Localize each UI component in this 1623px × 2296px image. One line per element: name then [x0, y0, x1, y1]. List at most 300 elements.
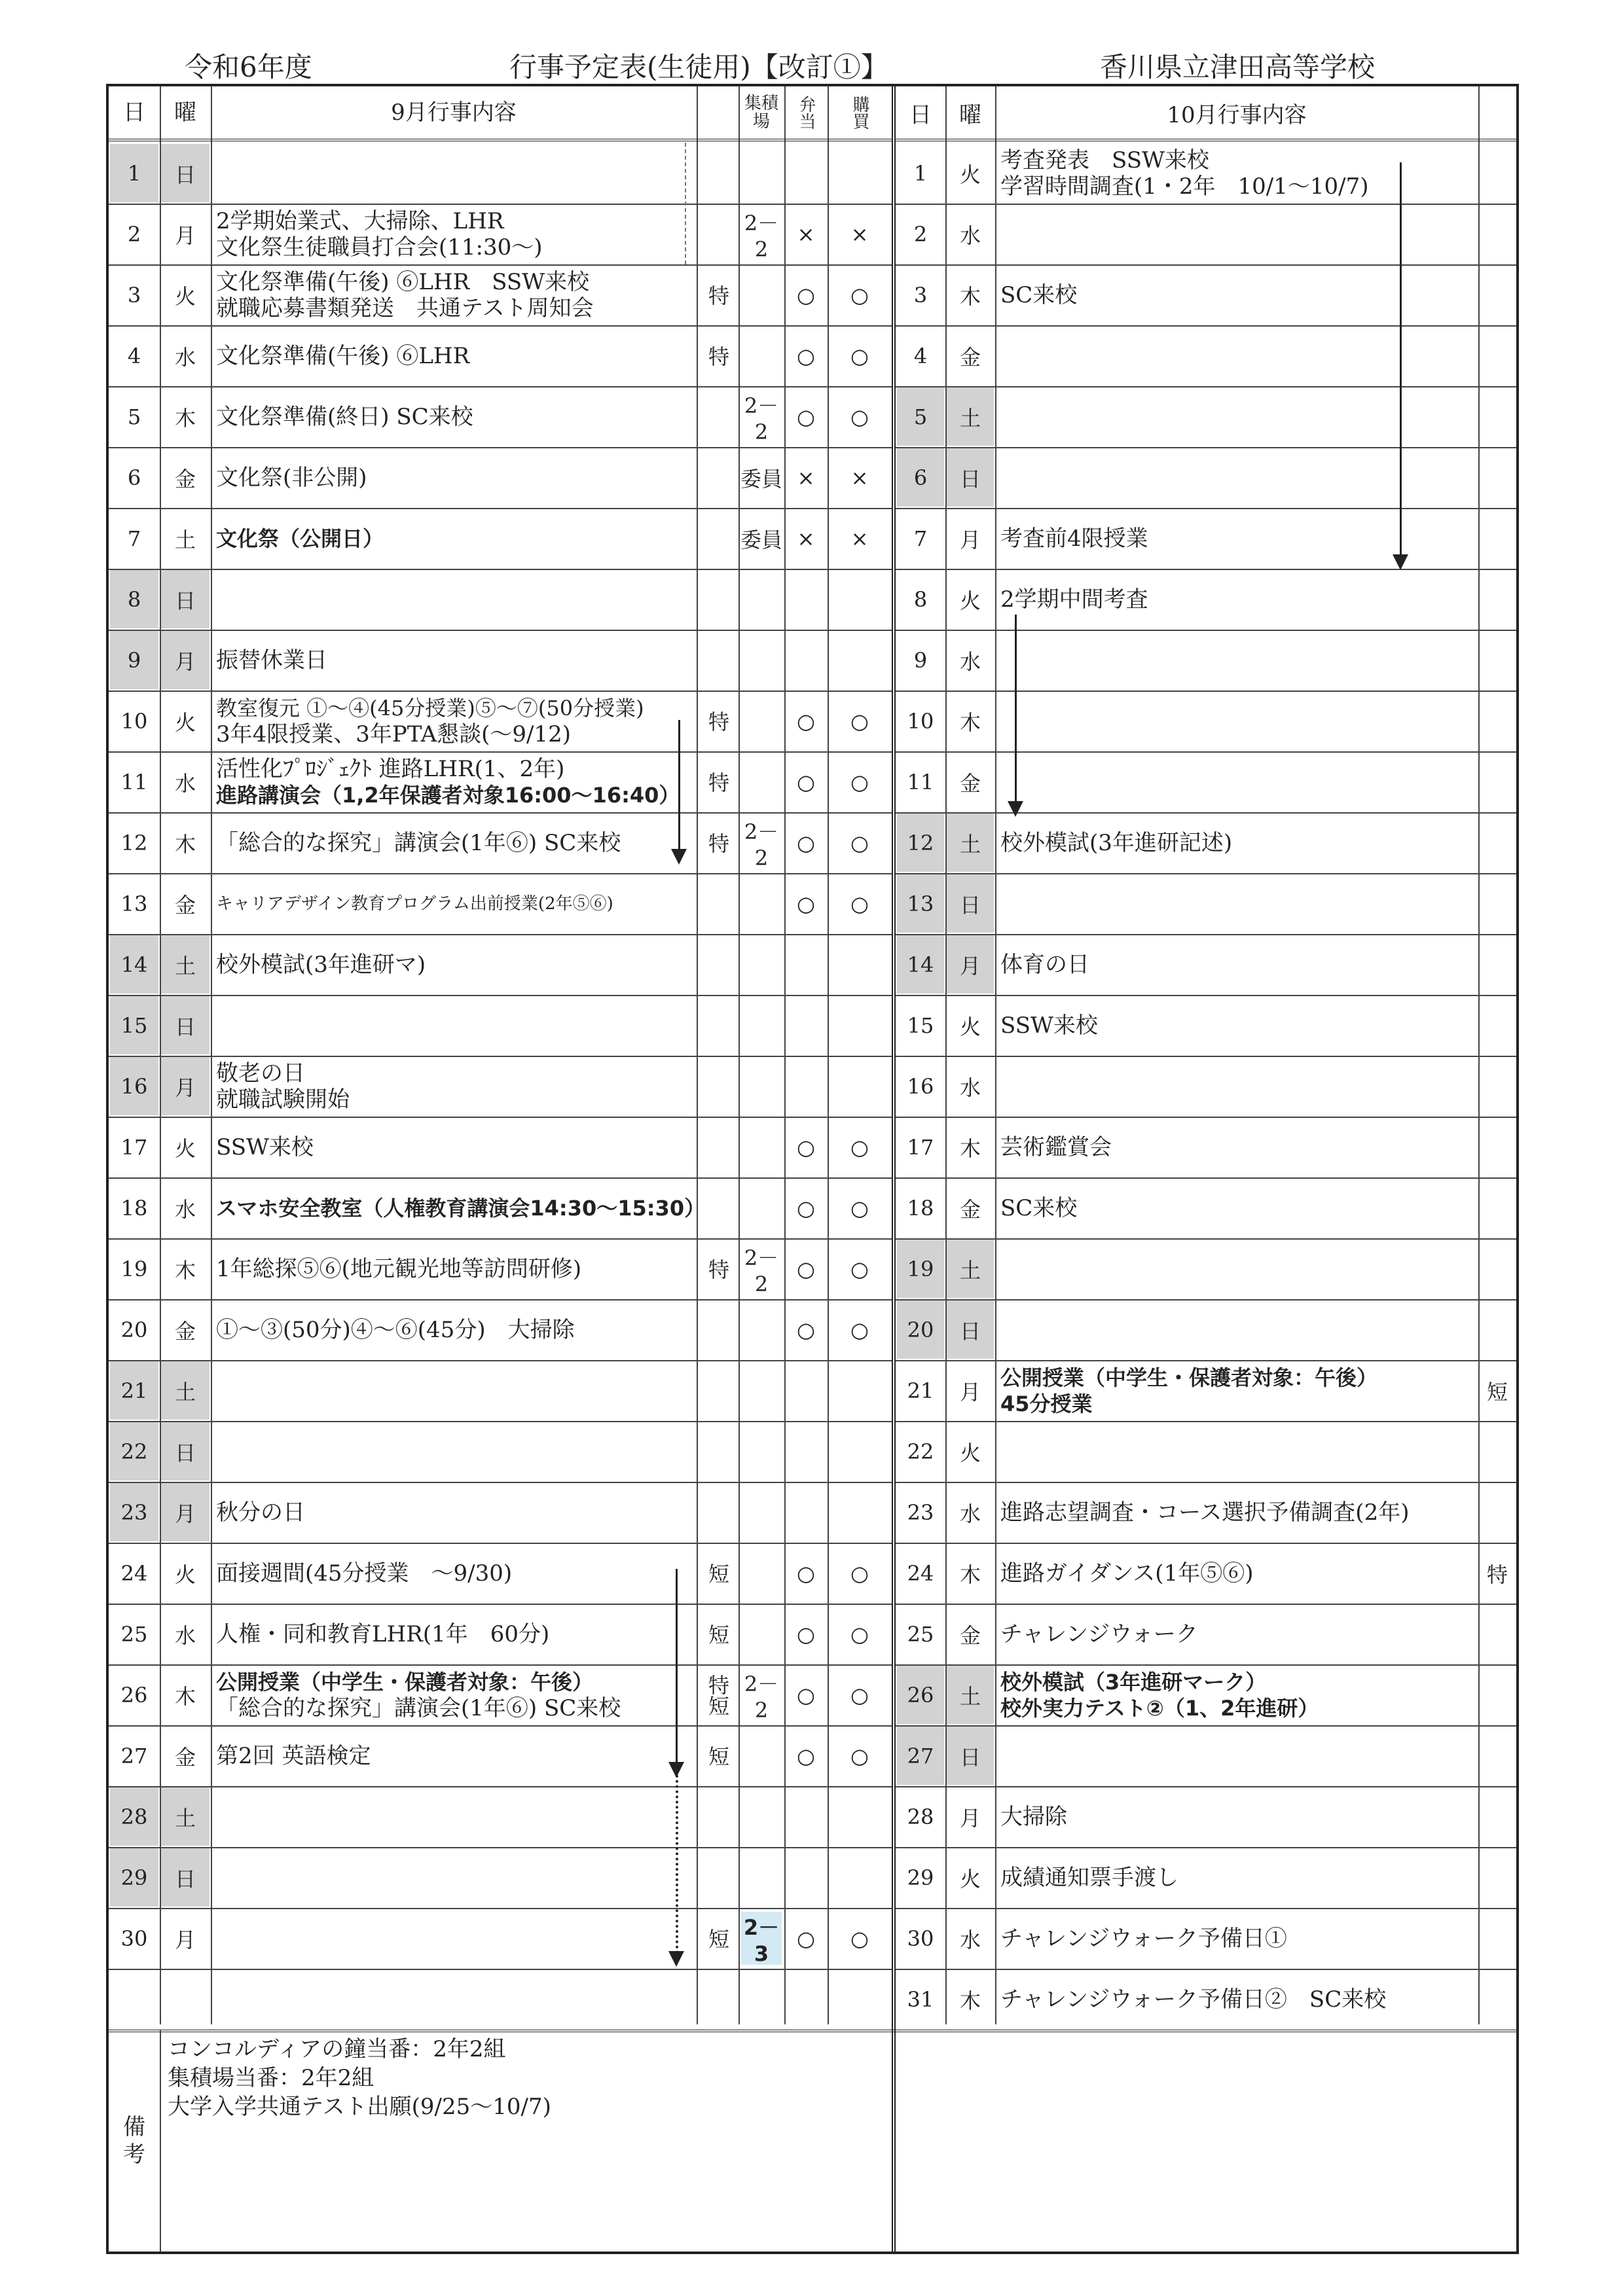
event-text: 教室復元 ①～④(45分授業)⑤～⑦(50分授業) [216, 695, 644, 721]
day-cell: 22 [907, 1439, 934, 1464]
flag-cell [697, 1056, 739, 1117]
table-row [109, 1117, 892, 1177]
event-cell [211, 812, 697, 873]
weekday-cell: 火 [959, 1014, 981, 1039]
biko-line: 大学入学共通テスト出願(9/25～10/7) [168, 2094, 551, 2120]
weekday-cell: 水 [959, 223, 981, 248]
event-text: 活性化ﾌﾟﾛｼﾞｪｸﾄ 進路LHR(1、2年) [216, 755, 565, 782]
event-cell [995, 1543, 1478, 1604]
event-text: 「総合的な探究」講演会(1年⑥) SC来校 [216, 1695, 621, 1721]
weekday-cell: 金 [174, 1744, 196, 1770]
flag-cell [1478, 1421, 1516, 1482]
buy-cell: ○ [850, 891, 869, 916]
weekday-cell: 土 [947, 814, 994, 872]
table-row [896, 143, 1516, 204]
weekday-cell: 水 [174, 770, 196, 796]
day-cell: 20 [120, 1317, 148, 1342]
table-row [896, 1360, 1516, 1421]
event-text: 文化祭準備(終日) SC来校 [216, 403, 473, 430]
day-cell: 18 [907, 1195, 934, 1221]
event-cell [211, 1056, 697, 1117]
header-cell [697, 86, 739, 139]
arrow-oct-8-11 [1015, 615, 1017, 804]
event-text: 考査発表 SSW来校 [1000, 147, 1209, 173]
biko-divider [160, 2030, 161, 2251]
place-cell [739, 1360, 784, 1421]
event-text: 就職試験開始 [216, 1086, 350, 1113]
weekday-cell: 木 [174, 405, 196, 431]
buy-cell: × [850, 221, 869, 247]
day-cell: 19 [120, 1256, 148, 1282]
header-cell: 集積場 [744, 94, 778, 132]
weekday-cell: 日 [947, 1727, 994, 1785]
table-row [896, 1177, 1516, 1238]
day-cell: 6 [127, 465, 141, 490]
table-row [896, 508, 1516, 569]
table-row [109, 1299, 892, 1360]
event-cell [211, 1360, 697, 1421]
event-cell [995, 204, 1478, 264]
event-cell [211, 325, 697, 386]
place-cell [739, 934, 784, 995]
event-cell [995, 1908, 1478, 1969]
bento-cell: ○ [797, 1682, 815, 1708]
event-text: 体育の日 [1000, 951, 1089, 978]
buy-cell: ○ [850, 1926, 869, 1951]
weekday-cell: 月 [959, 527, 981, 552]
flag-cell: 特 [705, 345, 730, 367]
event-text: 45分授業 [1000, 1391, 1093, 1416]
event-cell [995, 1604, 1478, 1664]
arrow-oct-1-7-head [1393, 554, 1408, 570]
flag-cell [1478, 812, 1516, 873]
place-cell [739, 691, 784, 751]
flag-cell [697, 386, 739, 447]
flag-cell [1478, 508, 1516, 569]
table-row [109, 1604, 892, 1664]
table-row [109, 1664, 892, 1725]
weekday-cell: 木 [959, 709, 981, 735]
event-cell [211, 691, 697, 751]
header-rule [896, 139, 1516, 141]
place-cell [739, 1482, 784, 1543]
day-cell: 23 [907, 1499, 934, 1525]
flag-cell [697, 1847, 739, 1908]
day-cell: 1 [913, 160, 928, 186]
day-cell: 20 [897, 1300, 944, 1359]
day-cell: 28 [907, 1804, 934, 1829]
header-cell: 購買 [850, 96, 869, 130]
weekday-cell: 日 [947, 874, 994, 933]
day-cell: 26 [897, 1666, 944, 1724]
event-text: 秋分の日 [216, 1499, 305, 1526]
table-row [109, 751, 892, 812]
table-row [896, 1725, 1516, 1786]
day-cell: 13 [120, 891, 148, 916]
day-cell: 9 [110, 631, 158, 689]
weekday-cell: 金 [959, 770, 981, 796]
header-school: 香川県立津田高等学校 [1100, 51, 1376, 83]
weekday-cell: 火 [959, 1440, 981, 1465]
event-cell [211, 934, 697, 995]
place-cell: 2－2 [744, 393, 779, 444]
event-text: 校外実力テスト②（1、2年進研） [1000, 1695, 1319, 1721]
event-cell [995, 1969, 1478, 2030]
weekday-cell: 水 [959, 1927, 981, 1952]
event-cell [995, 873, 1478, 934]
bento-cell: ○ [797, 282, 815, 308]
buy-cell: ○ [850, 769, 869, 795]
place-cell: 2－3 [741, 1912, 782, 1965]
flag-cell [697, 447, 739, 508]
biko-label-1: 備 [123, 2113, 145, 2140]
event-text: 2学期中間考査 [1000, 586, 1148, 613]
place-cell [739, 1056, 784, 1117]
flag-cell: 特 [705, 832, 730, 853]
day-cell: 6 [897, 448, 944, 507]
day-cell: 28 [110, 1787, 158, 1846]
bento-cell: ○ [797, 1743, 815, 1768]
flag-cell [1478, 1847, 1516, 1908]
event-cell [211, 569, 697, 630]
buy-cell: ○ [850, 830, 869, 855]
event-text: 公開授業（中学生・保護者対象：午後） [216, 1669, 594, 1695]
buy-cell: × [850, 465, 869, 490]
flag-cell: 特 [705, 284, 730, 306]
table-row [109, 386, 892, 447]
flag-cell: 短 [705, 1928, 730, 1949]
day-cell: 18 [120, 1195, 148, 1221]
bento-cell: ○ [797, 891, 815, 916]
table-row [109, 1177, 892, 1238]
table-row [896, 264, 1516, 325]
buy-cell: ○ [850, 1195, 869, 1221]
weekday-cell: 土 [174, 527, 196, 552]
flag-cell [1478, 630, 1516, 691]
september-panel [109, 86, 892, 2251]
header-cell: 9月行事内容 [391, 99, 517, 126]
event-text: 振替休業日 [216, 647, 327, 673]
flag-cell [1478, 1908, 1516, 1969]
arrow-sep-27-30 [676, 1765, 678, 1954]
bento-cell: ○ [797, 1317, 815, 1342]
day-cell: 5 [897, 387, 944, 446]
event-cell [211, 1604, 697, 1664]
weekday-cell: 火 [959, 1866, 981, 1892]
day-cell: 24 [907, 1560, 934, 1586]
header-era: 令和6年度 [185, 51, 312, 83]
weekday-cell: 水 [959, 1075, 981, 1100]
day-cell: 7 [913, 526, 928, 551]
weekday-cell: 月 [174, 223, 196, 248]
table-row [896, 751, 1516, 812]
buy-cell: ○ [850, 1743, 869, 1768]
event-cell [211, 1238, 697, 1299]
flag-cell [697, 1969, 739, 2030]
table-row [896, 630, 1516, 691]
bento-cell: × [797, 526, 815, 551]
header-cell: 曜 [959, 101, 981, 128]
flag-cell [1478, 1969, 1516, 2030]
flag-cell [1478, 691, 1516, 751]
day-cell: 14 [110, 935, 158, 994]
flag-cell [1478, 1664, 1516, 1725]
event-cell [211, 995, 697, 1056]
event-cell [211, 1969, 697, 2030]
flag-cell [1478, 873, 1516, 934]
table-row [896, 1908, 1516, 1969]
table-row [896, 812, 1516, 873]
weekday-cell: 月 [947, 935, 994, 994]
place-cell: 2－2 [744, 210, 779, 262]
flag-cell [697, 1360, 739, 1421]
place-cell [739, 1177, 784, 1238]
day-cell: 12 [120, 830, 148, 855]
weekday-cell: 金 [174, 1318, 196, 1344]
header-cell: 日 [909, 101, 932, 128]
weekday-cell: 金 [959, 1196, 981, 1222]
event-text: 1年総探⑤⑥(地元観光地等訪問研修) [216, 1255, 582, 1282]
event-cell [995, 1847, 1478, 1908]
day-cell: 27 [897, 1727, 944, 1785]
event-text: 文化祭準備(午後) ⑥LHR SSW来校 [216, 268, 590, 295]
event-cell [211, 1177, 706, 1238]
biko-line: 集積場当番：2年2組 [168, 2065, 374, 2091]
place-cell: 2－2 [744, 1671, 779, 1723]
event-cell [211, 508, 697, 569]
event-text: 就職応募書類発送 共通テスト周知会 [216, 295, 594, 321]
event-text: 「総合的な探究」講演会(1年⑥) SC来校 [216, 829, 621, 856]
weekday-cell: 火 [174, 1136, 196, 1161]
biko-text [162, 2032, 883, 2249]
flag-cell [1478, 325, 1516, 386]
event-cell [995, 1482, 1478, 1543]
place-cell [739, 325, 784, 386]
event-text: 面接週間(45分授業 ～9/30) [216, 1560, 513, 1587]
weekday-cell: 水 [959, 1501, 981, 1526]
flag-cell [697, 1786, 739, 1847]
day-cell: 8 [913, 586, 928, 612]
flag-cell [697, 1117, 739, 1177]
table-row [109, 1908, 892, 1969]
day-cell: 4 [913, 343, 928, 368]
table-row [896, 995, 1516, 1056]
day-cell: 19 [897, 1240, 944, 1298]
event-cell [995, 264, 1478, 325]
weekday-cell: 木 [959, 1136, 981, 1161]
place-cell: 2－2 [744, 819, 779, 870]
event-text: 校外模試（3年進研マーク） [1000, 1669, 1267, 1695]
weekday-cell: 金 [174, 892, 196, 918]
event-text: 公開授業（中学生・保護者対象：午後） [1000, 1365, 1378, 1390]
header-cell [1478, 86, 1516, 139]
table-row [896, 1421, 1516, 1482]
bento-cell [784, 934, 828, 995]
day-cell: 22 [110, 1422, 158, 1480]
flag-cell: 短 [1486, 1379, 1508, 1405]
day-cell: 16 [110, 1057, 158, 1115]
place-cell: 委員 [740, 527, 782, 552]
flag-cell [1478, 204, 1516, 264]
buy-cell: ○ [850, 1134, 869, 1160]
bento-cell [784, 1482, 828, 1543]
day-cell: 31 [907, 1986, 934, 2012]
table-row [109, 1360, 892, 1421]
buy-cell [828, 143, 892, 204]
event-cell [995, 1725, 1478, 1786]
day-cell: 21 [907, 1378, 934, 1403]
day-cell: 2 [127, 221, 141, 247]
day-cell: 7 [127, 526, 141, 551]
header-cell: 弁当 [796, 96, 816, 130]
weekday-cell: 木 [959, 1562, 981, 1587]
table-row [109, 325, 892, 386]
bento-cell: ○ [797, 830, 815, 855]
event-text: SC来校 [1000, 1194, 1078, 1221]
table-row [109, 1786, 892, 1847]
day-cell: 16 [907, 1073, 934, 1099]
day-cell: 24 [120, 1560, 148, 1586]
event-cell [211, 1664, 697, 1725]
table-row [896, 204, 1516, 264]
event-cell [995, 1177, 1478, 1238]
table-row [896, 1299, 1516, 1360]
flag-cell [697, 143, 739, 204]
weekday-cell [161, 1970, 210, 2028]
event-cell [995, 143, 1478, 204]
day-cell: 1 [110, 144, 158, 202]
event-cell [995, 569, 1478, 630]
event-cell [211, 1117, 697, 1177]
table-row [109, 812, 892, 873]
table-row [896, 1786, 1516, 1847]
day-cell: 30 [907, 1926, 934, 1951]
october-panel [896, 86, 1516, 2251]
event-text: チャレンジウォーク予備日① [1000, 1925, 1287, 1952]
buy-cell: ○ [850, 404, 869, 429]
weekday-cell: 日 [161, 1422, 210, 1480]
event-cell [211, 1299, 697, 1360]
event-cell [995, 934, 1478, 995]
weekday-cell: 月 [161, 1483, 210, 1541]
panel-divider [892, 86, 896, 2251]
table-row [896, 569, 1516, 630]
event-cell [211, 447, 697, 508]
weekday-cell: 土 [161, 935, 210, 994]
flag-cell: 特 [705, 771, 730, 793]
table-row [896, 934, 1516, 995]
bento-cell [784, 1421, 828, 1482]
table-row [109, 1543, 892, 1604]
day-cell: 29 [110, 1848, 158, 1907]
table-row [896, 447, 1516, 508]
place-cell [739, 873, 784, 934]
event-cell [211, 386, 697, 447]
flag-cell [1478, 1725, 1516, 1786]
weekday-cell: 木 [174, 1683, 196, 1709]
header-cell: 曜 [174, 99, 196, 126]
weekday-cell: 土 [947, 1666, 994, 1724]
table-row [896, 1482, 1516, 1543]
day-cell: 17 [907, 1134, 934, 1160]
buy-cell [828, 995, 892, 1056]
event-text: SSW来校 [216, 1134, 314, 1160]
event-cell [211, 1725, 697, 1786]
flag-cell: 短 [705, 1623, 730, 1645]
event-text: 文化祭生徒職員打合会(11:30～) [216, 234, 543, 260]
place-cell [739, 1543, 784, 1604]
buy-cell [828, 630, 892, 691]
weekday-cell: 日 [161, 570, 210, 628]
place-cell [739, 1604, 784, 1664]
weekday-cell: 日 [161, 996, 210, 1054]
day-cell: 30 [120, 1926, 148, 1951]
flag-cell [1478, 1604, 1516, 1664]
event-text: 考査前4限授業 [1000, 525, 1148, 552]
arrow-sep-10-12 [678, 720, 680, 852]
event-cell [211, 873, 697, 934]
table-row [896, 1969, 1516, 2030]
flag-cell: 特 [705, 1258, 730, 1280]
place-cell [739, 751, 784, 812]
place-cell [739, 630, 784, 691]
bento-cell: ○ [797, 708, 815, 734]
bento-cell: × [797, 221, 815, 247]
weekday-cell: 金 [959, 344, 981, 370]
dotted-divider [685, 143, 686, 264]
table-row [109, 1238, 892, 1299]
weekday-cell: 月 [174, 1927, 196, 1952]
buy-cell [828, 1482, 892, 1543]
weekday-cell: 日 [161, 1848, 210, 1907]
bento-cell: ○ [797, 1195, 815, 1221]
event-cell [211, 1421, 697, 1482]
buy-cell: × [850, 526, 869, 551]
place-cell [739, 1299, 784, 1360]
table-row [109, 995, 892, 1056]
table-row [896, 1056, 1516, 1117]
bento-cell [784, 630, 828, 691]
day-cell [110, 1970, 158, 2028]
arrow-sep-27-30-head [668, 1951, 684, 1967]
buy-cell [828, 1360, 892, 1421]
flag-cell [1478, 447, 1516, 508]
flag-cell: 特短 [705, 1674, 730, 1716]
place-cell: 2－2 [744, 1245, 779, 1297]
weekday-cell: 水 [174, 344, 196, 370]
flag-cell: 特 [1486, 1562, 1508, 1587]
header-cell: 日 [123, 99, 145, 126]
table-row [896, 873, 1516, 934]
table-row [896, 1847, 1516, 1908]
arrow-oct-1-7 [1400, 162, 1402, 557]
day-cell: 12 [897, 814, 944, 872]
weekday-cell: 水 [174, 1623, 196, 1648]
event-cell [995, 1299, 1478, 1360]
event-cell [211, 630, 697, 691]
arrow-sep-24-27 [676, 1569, 678, 1765]
table-row [896, 1543, 1516, 1604]
buy-cell [828, 569, 892, 630]
weekday-cell: 月 [959, 1805, 981, 1831]
event-cell [995, 386, 1478, 447]
flag-cell [697, 508, 739, 569]
event-cell [995, 1360, 1478, 1421]
header-title: 行事予定表(生徒用)【改訂①】 [509, 51, 888, 83]
weekday-cell: 月 [959, 1379, 981, 1405]
day-cell: 25 [120, 1621, 148, 1647]
flag-cell: 短 [705, 1562, 730, 1584]
